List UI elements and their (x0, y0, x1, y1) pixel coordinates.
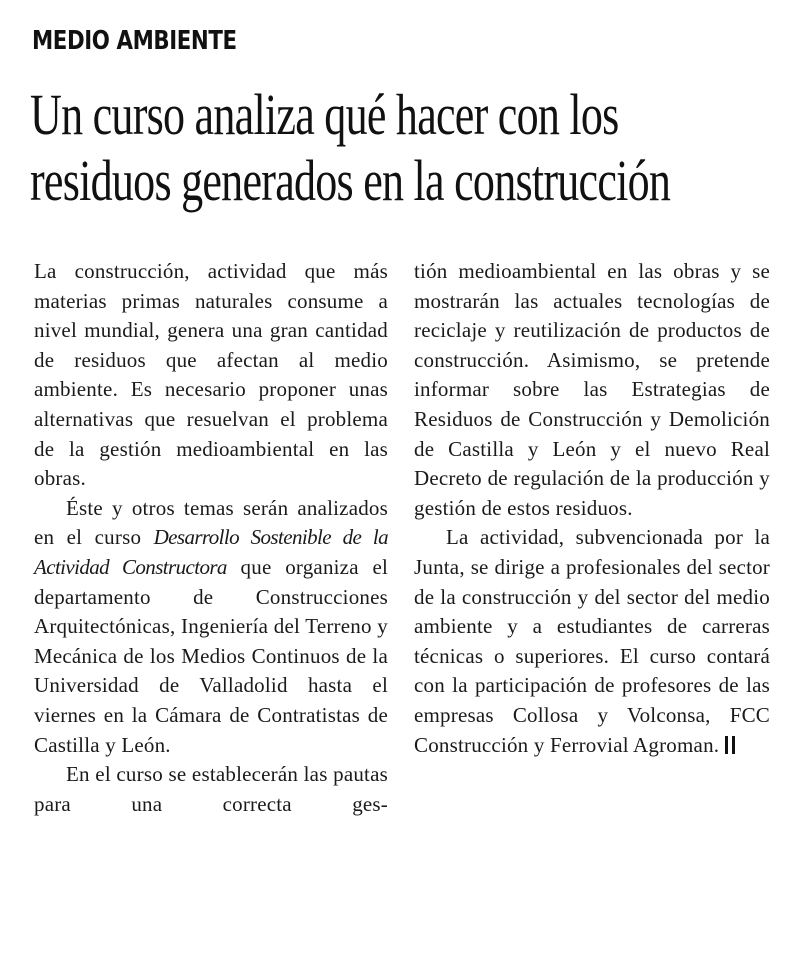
course-title: Desarrollo Sostenible de la Actividad Constructora (34, 525, 388, 579)
paragraph-audience (414, 523, 770, 760)
end-of-article-mark-icon (725, 736, 735, 754)
paragraph-course-text-after: que organiza el departamento de Construcciones Arquitectónicas, Ingeniería del Terreno y Mecánica de los Medios Continuos de la Universidad de Valladolid hasta el viernes en la Cámara de Contratistas de Castilla y León. (34, 554, 388, 757)
paragraph-guidelines: En el curso se establecerán las pautas para una correcta ges- (34, 762, 388, 816)
section-label: MEDIO AMBIENTE (32, 26, 237, 56)
paragraph-intro: La construcción, actividad que más materias primas naturales consume a nivel mundial, genera una gran cantidad de residuos que afectan al medio ambiente. Es necesario proponer unas alternativas que resuelvan el problema de la gestión medioambiental en las obras. (34, 259, 388, 491)
paragraph-audience-text: La actividad, subvencionada por la Junta, se dirige a profesionales del sector de la construcción y del sector del medio ambiente y a estudiantes de carreras técnicas o superiores. El curso contará con la participación de profesores de las empresas Collosa y Volconsa, FCC Construcción y Ferrovial Agroman. (414, 525, 770, 757)
paragraph-management: tión medioambiental en las obras y se mostrarán las actuales tecnologías de reciclaje y reutilización de productos de construcción. Asimismo, se pretende informar sobre las Estrategias de Residuos de Construcción y Demolición de Castilla y León y el nuevo Real Decreto de regulación de la producción y gestión de estos residuos. (414, 259, 770, 520)
headline-line-2: residuos generados en la construcción (30, 148, 671, 213)
paragraph-course (34, 494, 388, 760)
paragraph-course-text-before: Éste y otros temas serán analizados en el curso (34, 495, 388, 550)
headline (30, 82, 760, 214)
body-column-left (34, 257, 388, 819)
headline-line-1: Un curso analiza qué hacer con los (30, 82, 619, 147)
body-column-right (414, 257, 770, 760)
